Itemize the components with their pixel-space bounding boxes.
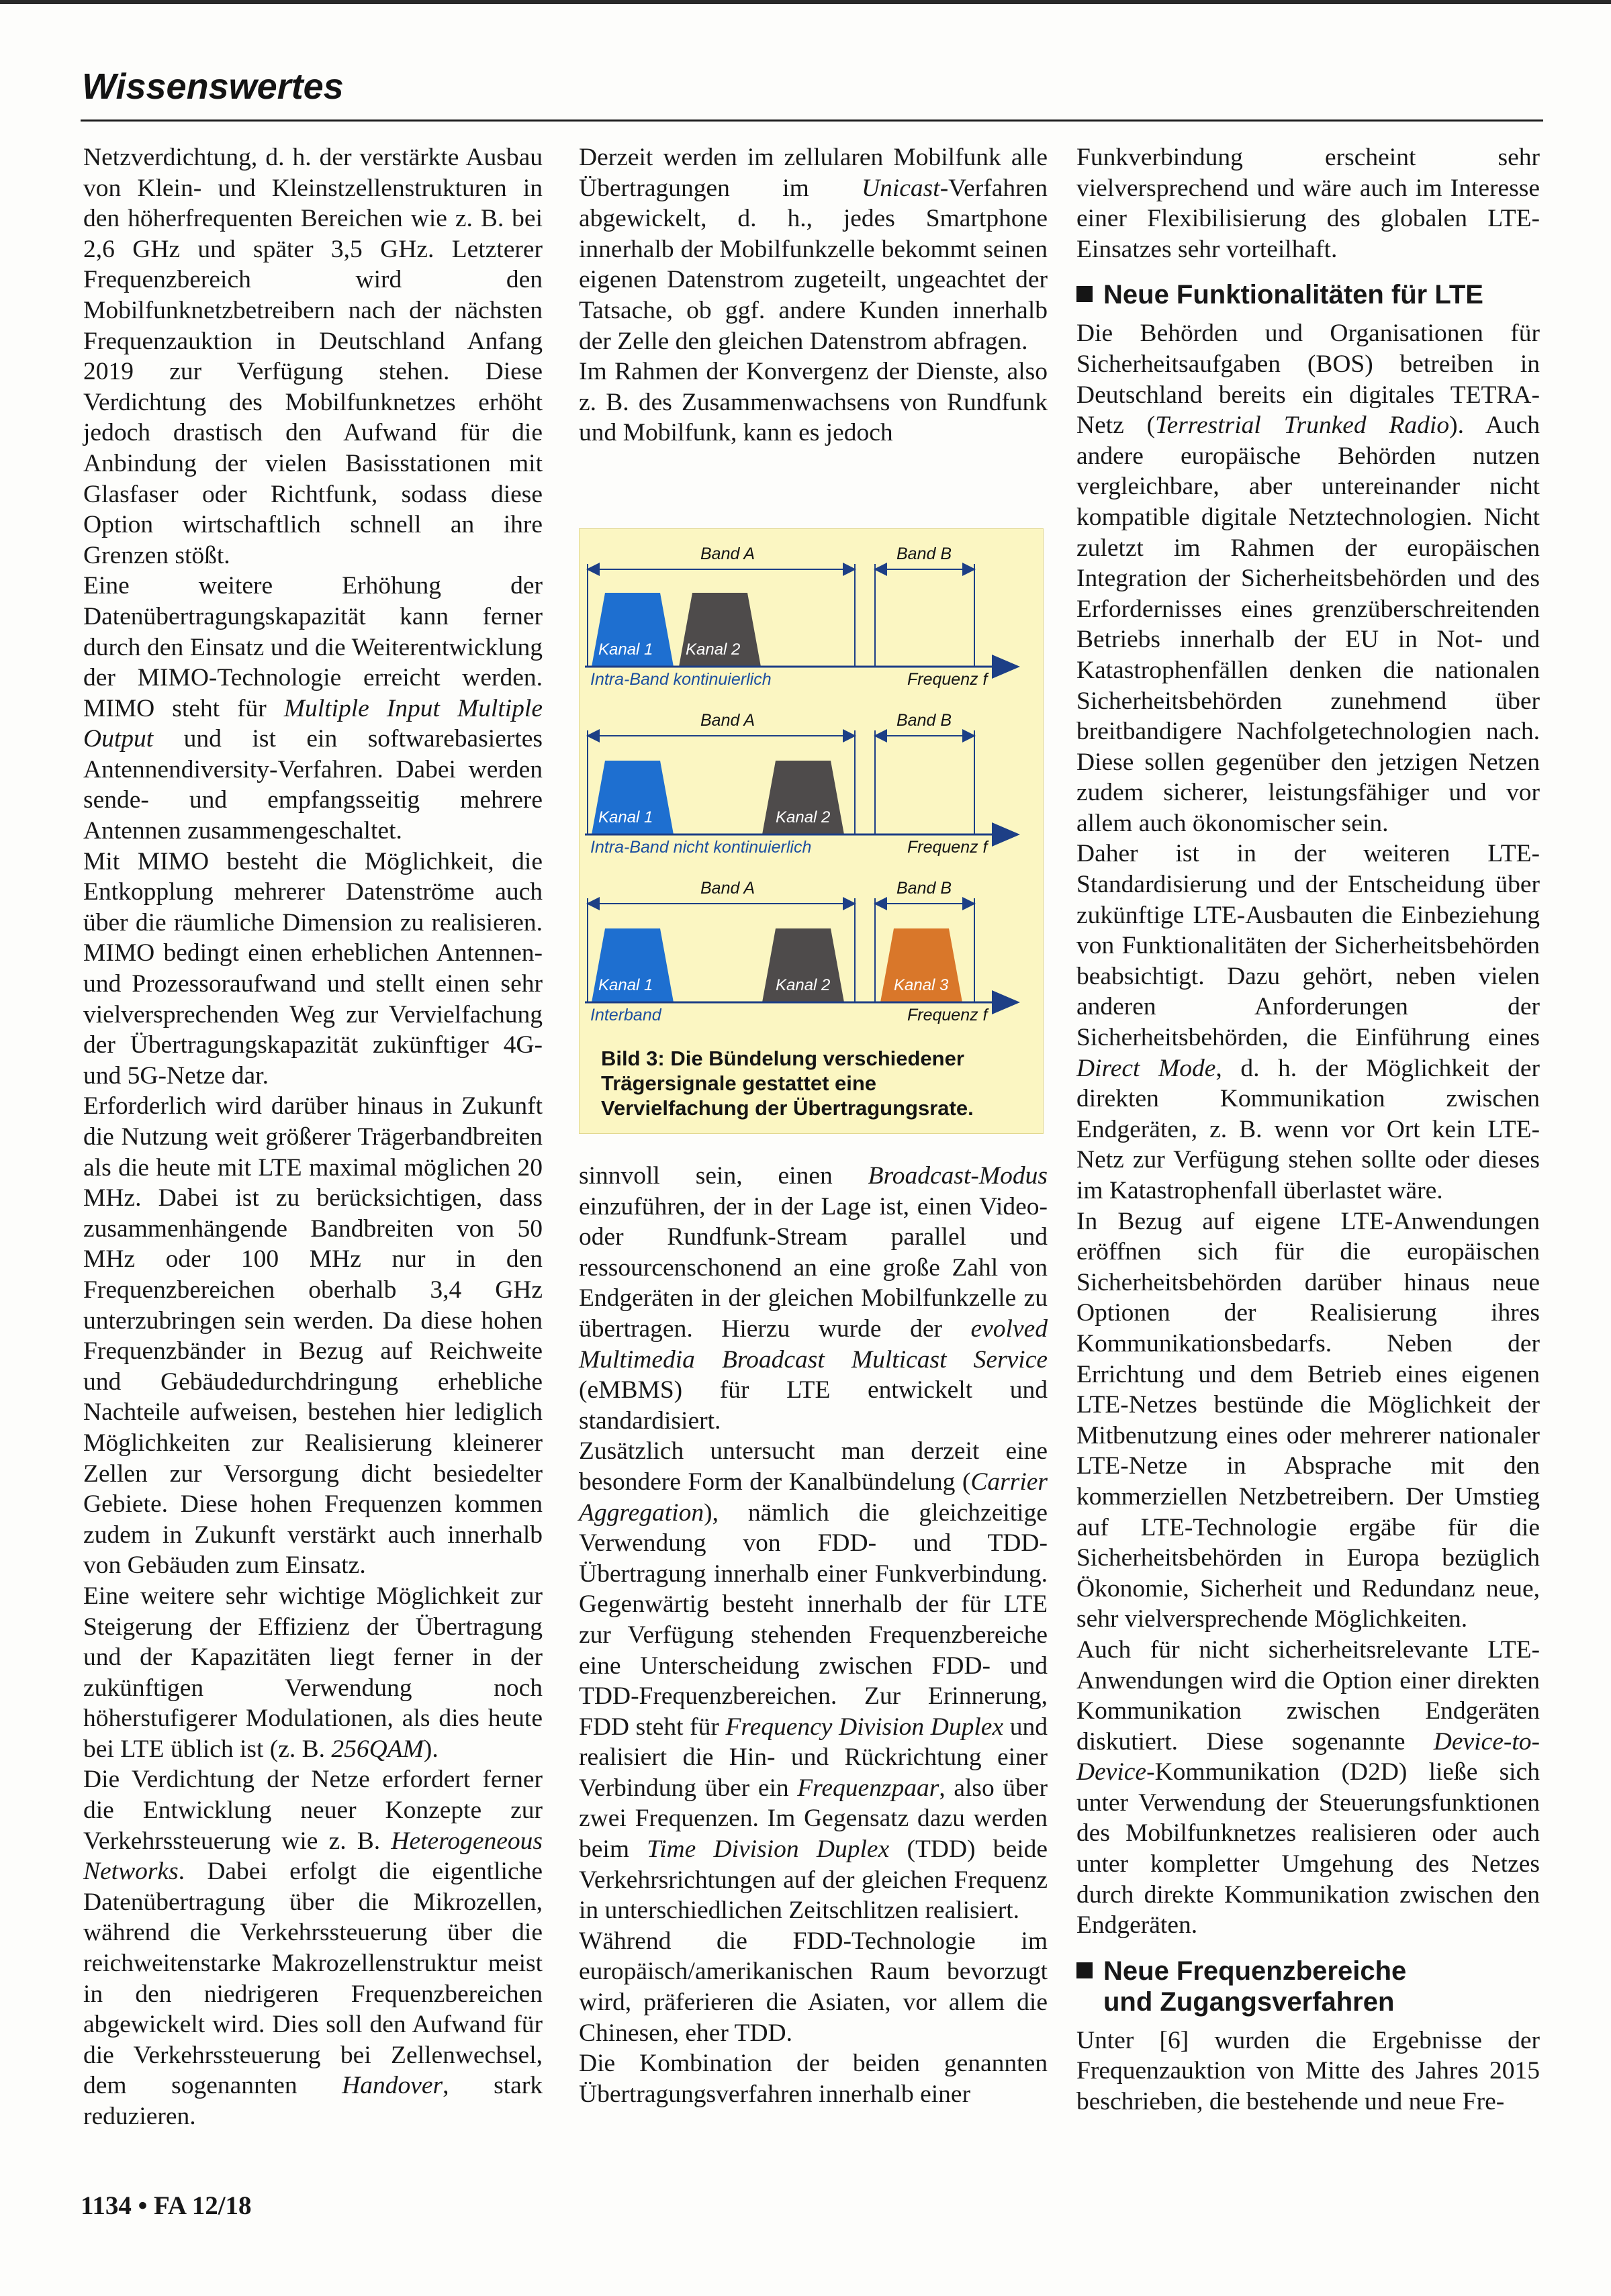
italic-term: Multiple Input Multiple Output	[83, 694, 543, 753]
heading-text: und Zugangsverfahren	[1103, 1987, 1395, 2017]
italic-term: Unicast	[862, 174, 940, 202]
column-right	[1076, 142, 1540, 2117]
section-title: Wissenswertes	[82, 66, 344, 107]
band-b-label: Band B	[896, 544, 952, 563]
text: und realisiert die Hin- und Rückrichtung einer Verbindung über ein	[579, 1713, 1048, 1802]
column-left	[83, 142, 543, 2132]
kanal-1-label: Kanal 1	[598, 976, 653, 994]
header-rule	[81, 119, 1543, 122]
paragraph: Erforderlich wird darüber hinaus in Zukunft die Nutzung weit größerer Trägerbandbreiten als die heute mit LTE maximal möglichen 20 MHz. Dabei ist zu berücksichtigen, dass zusammenhängende Bandbreiten von 50 MHz oder 100 MHz nur in den Frequenzbereichen oberhalb 3,4 GHz unterzubringen sein werden. Da diese hohen Frequenzbänder in Bezug auf Reichweite und Gebäudedurchdringung erhebliche Nachteile aufweisen, bestehen hier lediglich Möglichkeiten zur Realisierung kleinerer Zellen zur Versorgung dicht besiedelter Gebiete. Diese hohen Frequenzen kommen zudem in Zukunft verstärkt auch innerhalb von Gebäuden zum Einsatz.	[83, 1092, 543, 1580]
text: ).	[423, 1735, 439, 1763]
text: Auch für nicht sicherheitsrelevante LTE-Anwendungen wird die Option einer direkten Kommunikation zwischen Endgeräten diskutiert. Diese sogenannte	[1076, 1635, 1540, 1756]
italic-term: Direct Mode	[1076, 1054, 1216, 1082]
band-a-label: Band A	[700, 544, 755, 563]
text: Die Behörden und Organisationen für Sicherheitsaufgaben (BOS) betreiben in Deutschland bereits ein digitales TETRA-Netz (	[1076, 320, 1540, 440]
kanal-2-label: Kanal 2	[686, 640, 741, 659]
italic-term: Heterogeneous Networks	[83, 1827, 543, 1886]
paragraph	[1076, 318, 1540, 839]
row-label: Intra-Band kontinuierlich	[590, 670, 772, 689]
band-b-label: Band B	[896, 879, 952, 898]
kanal-1-label: Kanal 1	[598, 808, 653, 826]
paragraph: Mit MIMO besteht die Möglichkeit, die Entkopplung mehrerer Datenströme auch über die räumliche Dimension zu realisieren. MIMO bedingt einen erheblichen Antennen- und Prozessoraufwand und stellt einen sehr vielversprechenden Weg zur Vervielfachung der Übertragungskapazität zukünftiger 4G- und 5G-Netze dar.	[83, 847, 543, 1090]
italic-term: Time Division Duplex	[647, 1835, 890, 1864]
text: ). Auch andere europäische Behörden nutzen vergleichbare, aber untereinander nicht kompatible digitale Netztechnologien. Nicht zuletzt im Rahmen der europäischen Integration der Sicherheitsbehörden und des Erfordernisses eines grenzüberschreitenden Betriebs innerhalb der EU in Not- und Katastrophenfällen denken die nationalen Sicherheitsbehörden zunehmend über breitbandigere Nachfolgetechnologien nach. Diese sollen gegenüber den jetzigen Netzen zudem sicherer, leistungsfähiger und vor allem auch ökonomischer sein.	[1076, 412, 1540, 837]
text: und ist ein softwarebasiertes Antennendiversity-Verfahren. Dabei werden sende- und empfangsseitig mehrere Antennen zusammengeschaltet.	[83, 725, 543, 845]
subheading-functionalities	[1076, 279, 1540, 310]
italic-term: Terrestrial Trunked Radio	[1155, 412, 1450, 440]
italic-term: Frequenzpaar	[797, 1774, 939, 1802]
paragraph: Netzverdichtung, d. h. der verstärkte Ausbau von Klein- und Kleinstzellenstrukturen in den höherfrequenten Bereichen wie z. B. bei 2,6 GHz und später 3,5 GHz. Letzterer Frequenzbereich wird den Mobilfunknetzbetreibern nach der nächsten Frequenzauktion in Deutschland Anfang 2019 zur Verfügung stehen. Diese Verdichtung des Mobilfunknetzes erhöht jedoch drastisch den Aufwand für die Anbindung der vielen Basisstationen mit Glasfaser oder Richtfunk, sodass diese Option wirtschaftlich schnell an ihre Grenzen stößt.	[83, 144, 543, 569]
text: sinnvoll sein, einen	[579, 1162, 868, 1190]
kanal-2-label: Kanal 2	[776, 976, 831, 994]
paragraph: Die Kombination der beiden genannten Übertragungsverfahren innerhalb einer	[579, 2050, 1048, 2108]
heading-text: Neue Frequenzbereiche	[1103, 1956, 1407, 1986]
text: Daher ist in der weiteren LTE-Standardisierung und der Entscheidung über zukünftige LTE-Ausbauten die Einbeziehung von Funktionalitäten der Sicherheitsbehörden beabsichtigt. Dazu gehört, neben vielen anderen Anforderungen der Sicherheitsbehörden, die Einführung eines	[1076, 840, 1540, 1052]
italic-term: 256QAM	[331, 1735, 424, 1763]
paragraph	[579, 1161, 1048, 1436]
paragraph: Im Rahmen der Konvergenz der Dienste, also z. B. des Zusammenwachsens von Rundfunk und Mobilfunk, kann es jedoch	[579, 358, 1048, 447]
diagram-row-interband	[585, 879, 1016, 1024]
paragraph	[1076, 1635, 1540, 1941]
text: , d. h. der Möglichkeit der direkten Kommunikation zwischen Endgeräten, z. B. wenn vor Ort kein LTE-Netz zur Verfügung stehen sollte oder dieses im Katastrophenfall überlastet wäre.	[1076, 1054, 1540, 1204]
row-label: Interband	[590, 1006, 661, 1024]
paragraph	[83, 1581, 543, 1765]
italic-term: Device-to-Device	[1076, 1727, 1540, 1786]
paragraph	[1076, 839, 1540, 1206]
axis-label: Frequenz f	[907, 838, 988, 857]
italic-term: Frequency Division Duplex	[725, 1713, 1004, 1741]
heading-text: Neue Funktionalitäten für LTE	[1103, 280, 1483, 310]
band-a-label: Band A	[700, 879, 755, 898]
text: Zusätzlich untersucht man derzeit eine besondere Form der Kanalbündelung (	[579, 1437, 1048, 1496]
text: -Verfahren abgewickelt, d. h., jedes Smartphone innerhalb der Mobilfunkzelle bekommt seinen eigenen Datenstrom zugeteilt, ungeachtet der Tatsache, ob ggf. andere Kunden innerhalb der Zelle den gleichen Datenstrom abfragen.	[579, 174, 1048, 355]
italic-term: Broadcast-Modus	[868, 1162, 1048, 1190]
heading-square-icon	[1076, 286, 1093, 302]
text: ), nämlich die gleichzeitige Verwendung von FDD- und TDD-Übertragung innerhalb einer Funkverbindung. Gegenwärtig besteht innerhalb der für LTE zur Verfügung stehenden Frequenzbereiche eine Unterscheidung zwischen FDD- und TDD-Frequenzbereichen. Zur Erinnerung, FDD steht für	[579, 1498, 1048, 1741]
column-middle-lower	[579, 1161, 1048, 2109]
text: . Dabei erfolgt die eigentliche Datenübertragung über die Mikrozellen, während die Verkehrssteuerung über die reichweitenstarke Makrozellenstruktur meist in den niedrigeren Frequenzbereichen abgewickelt wird. Dies soll den Aufwand für die Verkehrssteuerung bei Zellenwechsel, dem sogenannten	[83, 1858, 543, 2100]
text: Eine weitere Erhöhung der Datenübertragungskapazität kann ferner durch den Einsatz und die Weiterentwicklung der MIMO-Technologie erreicht werden. MIMO steht für	[83, 572, 543, 722]
top-rule	[0, 0, 1611, 4]
carrier-aggregation-diagram	[580, 529, 1043, 1039]
paragraph: Während die FDD-Technologie im europäisch/amerikanischen Raum bevorzugt wird, präferieren die Asiaten, vor allem die Chinesen, eher TDD.	[579, 1927, 1048, 2047]
text: (TDD) beide Verkehrsrichtungen auf der gleichen Frequenz in unterschiedlichen Zeitschlitzen realisiert.	[579, 1835, 1048, 1925]
paragraph: Unter [6] wurden die Ergebnisse der Frequenzauktion von Mitte des Jahres 2015 beschrieben, die bestehende und neue Fre-	[1076, 2026, 1540, 2116]
diagram-row-intra-contiguous	[585, 544, 1016, 689]
italic-term: evolved Multimedia Broadcast Multicast Service	[579, 1314, 1048, 1374]
figure-carrier-aggregation	[579, 528, 1044, 1134]
axis-label: Frequenz f	[907, 670, 988, 689]
kanal-2-label: Kanal 2	[776, 808, 831, 826]
paragraph	[83, 1764, 543, 2132]
text: Die Verdichtung der Netze erfordert ferner die Entwicklung neuer Konzepte zur Verkehrssteuerung wie z. B.	[83, 1766, 543, 1855]
italic-term: Handover	[342, 2072, 443, 2100]
text: , also über zwei Frequenzen. Im Gegensatz dazu werden beim	[579, 1774, 1048, 1864]
paragraph: In Bezug auf eigene LTE-Anwendungen eröffnen sich für die europäischen Sicherheitsbehörden darüber hinaus neue Optionen der Realisierung ihres Kommunikationsbedarfs. Neben der Errichtung und dem Betrieb eines eigenen LTE-Netzes bestünde die Möglichkeit der Mitbenutzung eines oder mehrerer nationaler LTE-Netze in Absprache mit den kommerziellen Netzbetreibern. Der Umstieg auf LTE-Technologie ergäbe für die Sicherheitsbehörden in Europa bezüglich Ökonomie, Sicherheit und Redundanz neue, sehr vielversprechende Möglichkeiten.	[1076, 1207, 1540, 1633]
heading-square-icon	[1076, 1962, 1093, 1978]
text: Derzeit werden im zellularen Mobilfunk alle Übertragungen im	[579, 144, 1048, 202]
paragraph	[579, 142, 1048, 356]
axis-label: Frequenz f	[907, 1006, 988, 1024]
page-footer: 1134 • FA 12/18	[81, 2191, 252, 2220]
paragraph	[579, 1436, 1048, 1926]
band-b-label: Band B	[896, 711, 952, 730]
kanal-1-label: Kanal 1	[598, 640, 653, 659]
text: einzuführen, der in der Lage ist, einen Video- oder Rundfunk-Stream parallel und ressourcenschonend an eine große Zahl von Endgeräten in der gleichen Mobilfunkzelle zu übertragen. Hierzu wurde der	[579, 1192, 1048, 1343]
band-a-label: Band A	[700, 711, 755, 730]
text: -Kommunikation (D2D) ließe sich unter Verwendung der Steuerungsfunktionen des Mobilfunknetzes realisieren oder auch unter kompletter Umgehung des Netzes durch direkte Kommunikation zwischen den Endgeräten.	[1076, 1758, 1540, 1940]
diagram-row-intra-noncontiguous	[585, 711, 1016, 857]
text: , stark reduzieren.	[83, 2072, 543, 2130]
kanal-3-label: Kanal 3	[894, 976, 949, 994]
row-label: Intra-Band nicht kontinuierlich	[590, 838, 812, 857]
paragraph: Funkverbindung erscheint sehr vielversprechend und wäre auch im Interesse einer Flexibilisierung des globalen LTE-Einsatzes sehr vorteilhaft.	[1076, 144, 1540, 263]
subheading-frequencies	[1076, 1956, 1540, 2017]
paragraph	[83, 571, 543, 846]
figure-caption: Bild 3: Die Bündelung verschiedener Trägersignale gestattet eine Vervielfachung der Übertragungsrate.	[601, 1047, 974, 1120]
text: Eine weitere sehr wichtige Möglichkeit zur Steigerung der Effizienz der Übertragung und der Kapazitäten liegt ferner in der zukünftigen Verwendung noch höherstufigerer Modulationen, als dies heute bei LTE üblich ist (z. B.	[83, 1582, 543, 1763]
text: (eMBMS) für LTE entwickelt und standardisiert.	[579, 1376, 1048, 1435]
italic-term: Carrier Aggregation	[579, 1468, 1048, 1527]
